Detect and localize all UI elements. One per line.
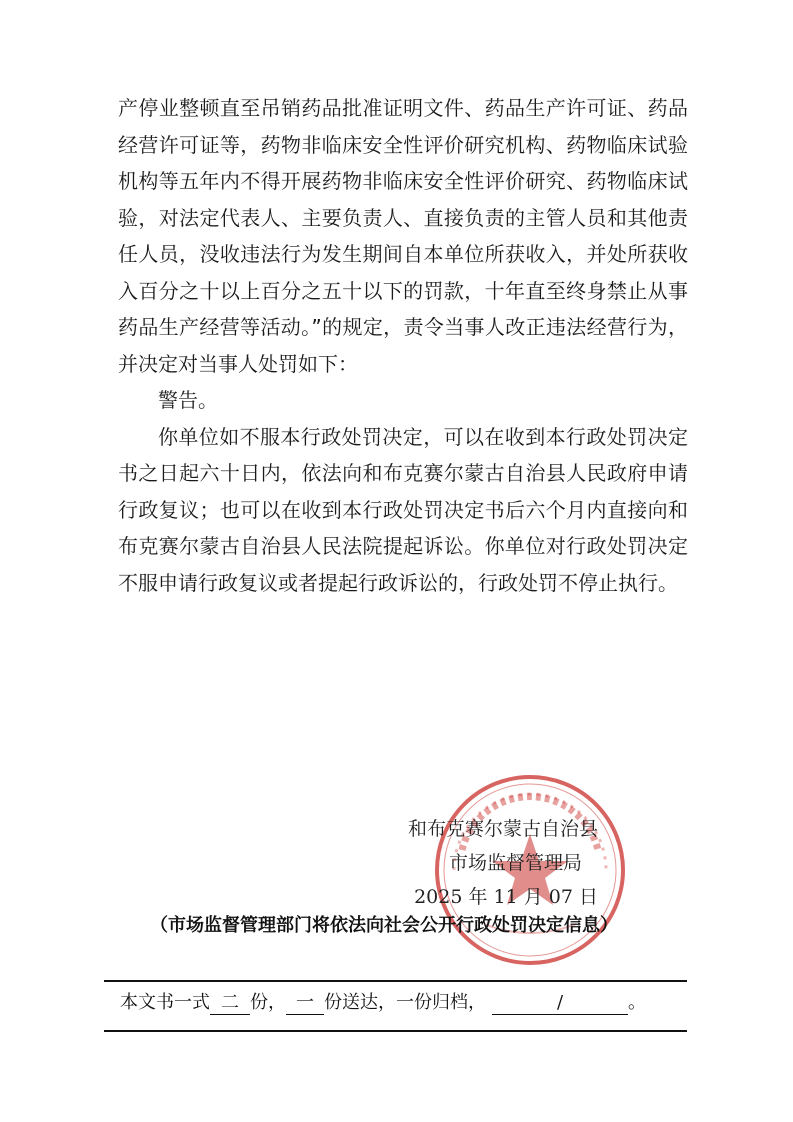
served-count: 一: [286, 992, 324, 1015]
signature-block: [408, 812, 598, 914]
document-body: [118, 90, 688, 601]
copies-prefix: 本文书一式: [120, 992, 210, 1013]
copies-part3: 份送达，一份归档，: [324, 992, 486, 1013]
issuer-bureau: 市场监督管理局: [448, 852, 582, 874]
copies-suffix: 。: [628, 992, 646, 1013]
footer-rule-bottom: [104, 1030, 687, 1032]
copies-part2: 份，: [250, 992, 286, 1013]
appeal-paragraph: 你单位如不服本行政处罚决定，可以在收到本行政处罚决定书之日起六十日内，依法向和布克赛尔蒙古自治县人民政府申请行政复议；也可以在收到本行政处罚决定书后六个月内直接向和布克赛尔蒙古自治县人民法院提起诉讼。你单位对行政处罚决定不服申请行政复议或者提起行政诉讼的，行政处罚不停止执行。: [118, 424, 688, 595]
disclosure-notice: （市场监督管理部门将依法向社会公开行政处罚决定信息）: [150, 915, 618, 936]
footer-rule-top: [104, 980, 687, 982]
penalty-paragraph: 警告。: [158, 388, 218, 412]
copies-count: 二: [210, 992, 250, 1015]
archive-field: /: [492, 992, 628, 1015]
paragraph-continued: 产停业整顿直至吊销药品批准证明文件、药品生产许可证、药品经营许可证等，药物非临床安全性评价研究机构、药物临床试验机构等五年内不得开展药物非临床安全性评价研究、药物临床试验，对法定代表人、主要负责人、直接负责的主管人员和其他责任人员，没收违法行为发生期间自本单位所获收入，并处所获收入百分之十以上百分之五十以下的罚款，十年直至终身禁止从事药品生产经营等活动。”的规定，责令当事人改正违法经营行为，并决定对当事人处罚如下：: [118, 96, 688, 376]
copies-note: [120, 988, 690, 1015]
issue-date: 2025 年 11 月 07 日: [414, 886, 598, 908]
issuer-county: 和布克赛尔蒙古自治县: [407, 818, 598, 840]
